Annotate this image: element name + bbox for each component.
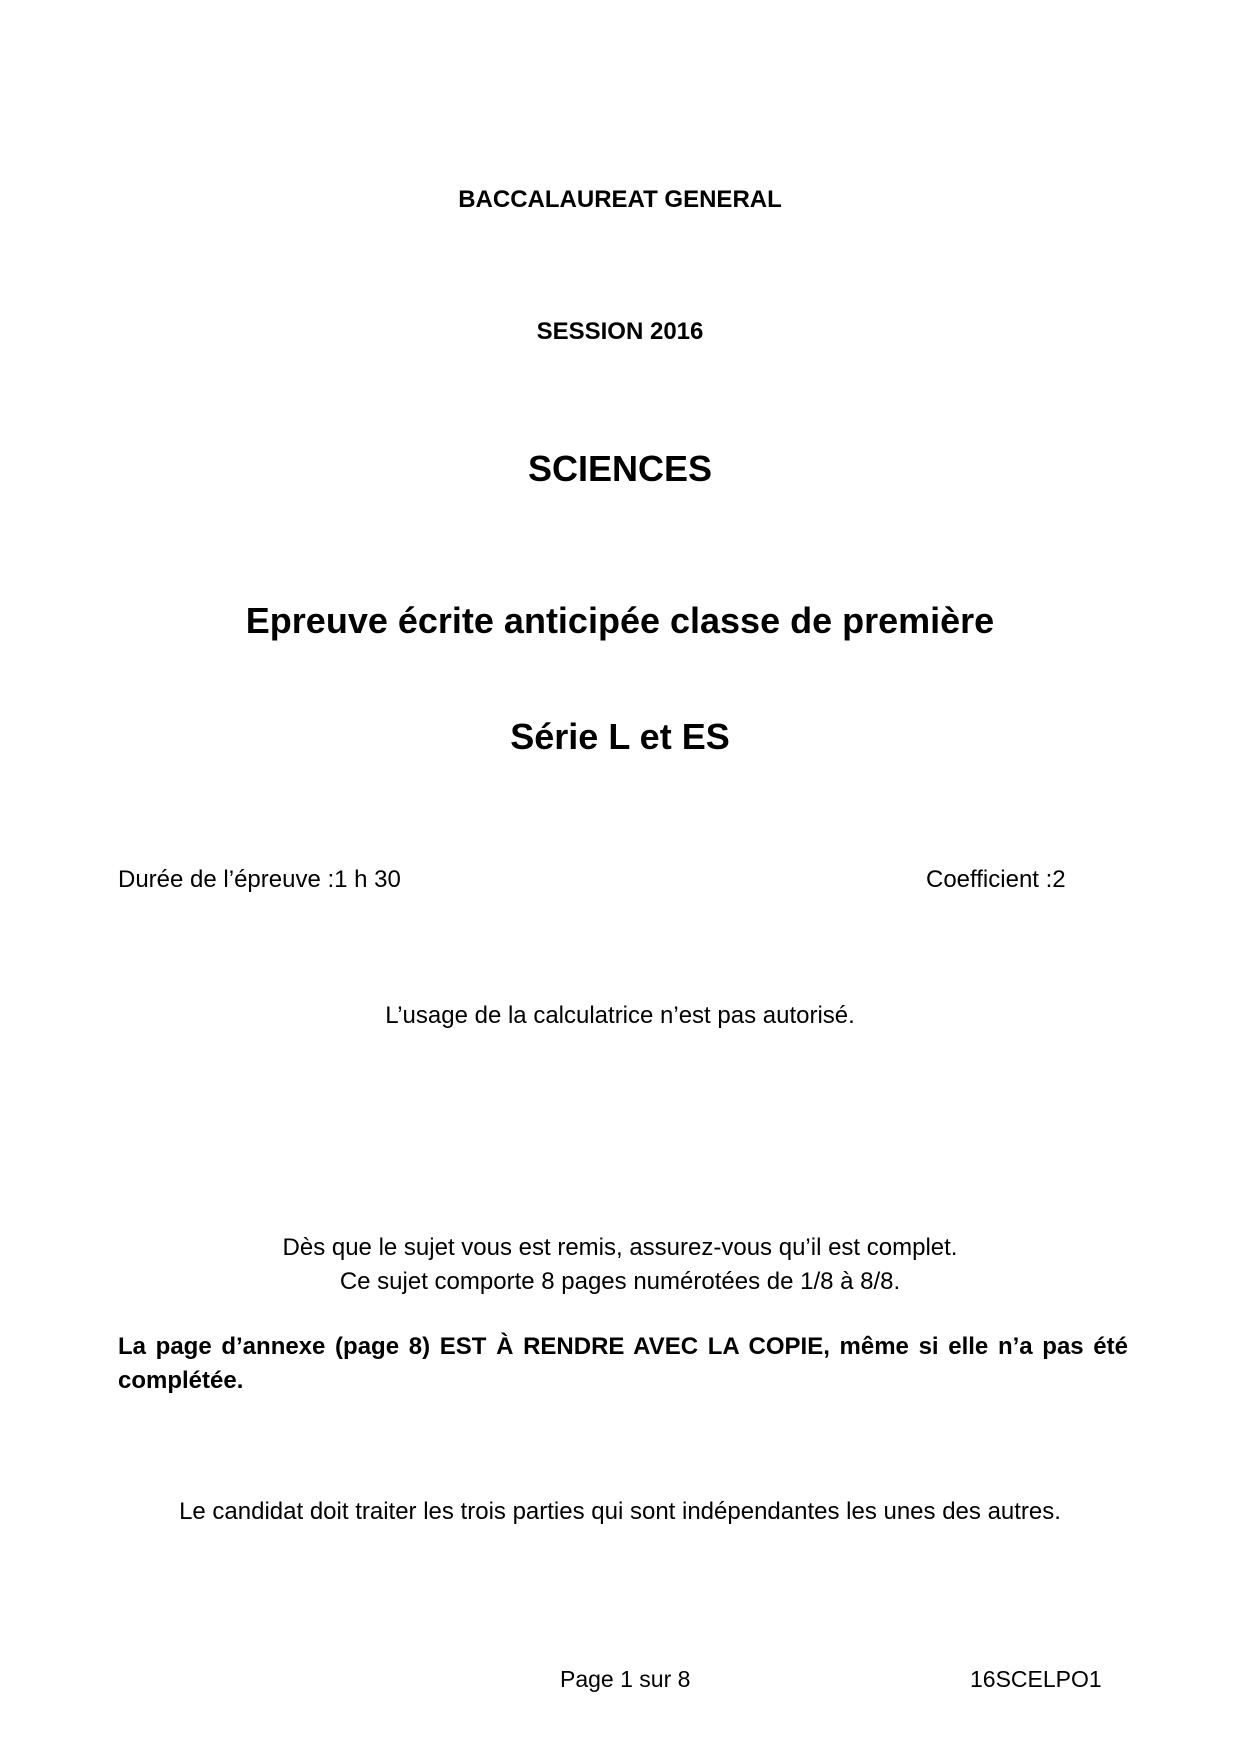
check-complete-note: Dès que le sujet vous est remis, assurez-vous qu’il est complet. xyxy=(282,1234,958,1261)
exam-session: SESSION 2016 xyxy=(536,318,704,345)
exam-subject-title: SCIENCES xyxy=(527,448,713,489)
annex-warning: La page d’annexe (page 8) EST À RENDRE AVEC LA COPIE, même si elle n’a pas été complétée. xyxy=(118,1333,1128,1394)
page-number: Page 1 sur 8 xyxy=(560,1666,691,1692)
instructions-note: Le candidat doit traiter les trois parties qui sont indépendantes les unes des autres. xyxy=(179,1498,1061,1525)
document-code: 16SCELPO1 xyxy=(970,1666,1102,1692)
exam-duration: Durée de l’épreuve :1 h 30 xyxy=(118,866,401,893)
calculator-note: L’usage de la calculatrice n’est pas autorisé. xyxy=(385,1002,855,1029)
exam-level: BACCALAUREAT GENERAL xyxy=(458,186,782,213)
exam-series: Série L et ES xyxy=(510,716,730,757)
exam-coefficient: Coefficient :2 xyxy=(926,866,1066,893)
page-count-note: Ce sujet comporte 8 pages numérotées de 1/8 à 8/8. xyxy=(339,1268,901,1295)
exam-type: Epreuve écrite anticipée classe de première xyxy=(245,600,995,641)
